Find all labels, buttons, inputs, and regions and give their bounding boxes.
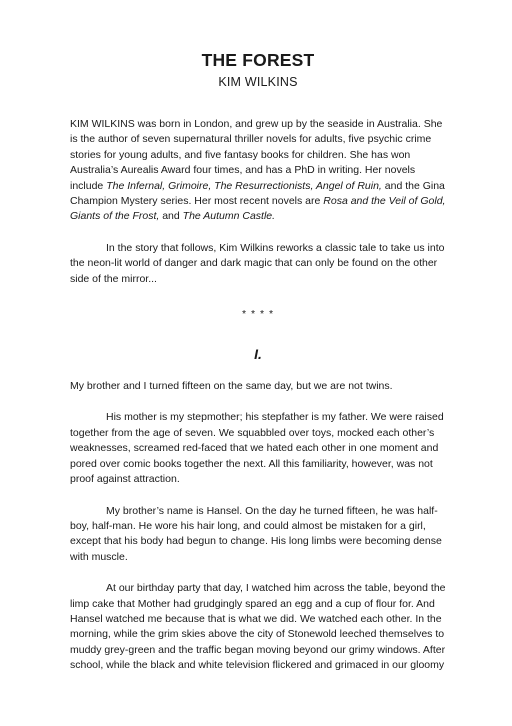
- bio-titles-2: Rosa and the Veil of Gold, Giants of the Frost,: [70, 195, 446, 223]
- story-title: THE FOREST: [201, 50, 315, 70]
- story-intro: In the story that follows, Kim Wilkins reworks a classic tale to take us into the neon-lit world of danger and dark magic that can only be found on the other side of the mirror...: [70, 241, 445, 285]
- author-bio: [70, 117, 446, 225]
- bio-text-3: and: [159, 210, 183, 223]
- story-paragraph: My brother and I turned fifteen on the same day, but we are not twins.: [70, 380, 393, 393]
- story-paragraph: His mother is my stepmother; his stepfather is my father. We were raised together from the age of seven. We squabbled over toys, mocked each other’s weaknesses, screamed red-faced that we hated each other in one moment and pored over comic books together the next. All this familiarity, however, was not proof against attraction.: [70, 411, 444, 486]
- story-paragraph: At our birthday party that day, I watched him across the table, beyond the limp cake that Mother had grudgingly spared an egg and a cup of flour for. And Hansel watched me because that is what we did. We watched each other. In the morning, while the grim skies above the city of Stonewold leeched themselves to muddy grey-green and the traffic began moving beyond our grimy windows. After school, while the black and white television flickered and grimaced in our gloomy: [70, 582, 446, 672]
- section-separator: * * * *: [241, 308, 275, 321]
- story-author: KIM WILKINS: [218, 75, 298, 89]
- story-paragraph: My brother’s name is Hansel. On the day he turned fifteen, he was half-boy, half-man. He wore his hair long, and could almost be mistaken for a girl, except that his body had begun to change. His long limbs were becoming dense with muscle.: [70, 504, 442, 563]
- bio-titles-1: The Infernal, Grimoire, The Resurrectionists, Angel of Ruin,: [106, 179, 382, 192]
- bio-titles-3: The Autumn Castle.: [182, 210, 276, 223]
- section-heading: I.: [254, 346, 262, 363]
- bio-text-2: and the Gina Champion Mystery series. Her most recent novels are: [70, 179, 445, 208]
- bio-text-1: KIM WILKINS was born in London, and grew up by the seaside in Australia. She is the author of seven supernatural thriller novels for adults, five psychic crime stories for young adults, and five fantasy books for children. She has won Australia’s Aurealis Award four times, and has a PhD in writing. Her novels include: [70, 118, 443, 192]
